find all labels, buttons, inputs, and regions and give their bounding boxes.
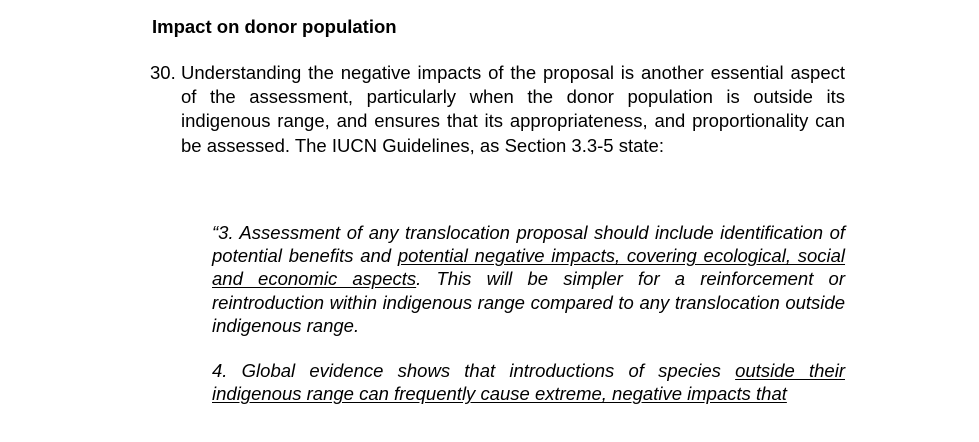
quote-item-3-lead: “3. Assessment of any translocation proposal should include identification of potential benefits and	[212, 222, 845, 267]
quote-item-4-underlined: outside their indigenous range can frequently cause extreme, negative impacts that	[212, 360, 845, 405]
quote-item-3-tail: . This will be simpler for a reinforcement or reintroduction within indigenous range compared to any translocation outside indigenous range.	[212, 268, 845, 336]
quote-item-4-lead: 4. Global evidence shows that introductions of species	[212, 360, 736, 381]
quote-item-3-underlined: potential negative impacts, covering ecological, social and economic aspects	[212, 245, 846, 290]
quote-item-4	[212, 359, 845, 405]
section-heading: Impact on donor population	[152, 16, 397, 37]
quote-item-3	[212, 221, 845, 337]
numbered-paragraph	[150, 61, 845, 158]
paragraph-number: 30.	[150, 62, 176, 83]
paragraph-text: Understanding the negative impacts of the proposal is another essential aspect of the assessment, particularly when the donor population is outside its indigenous range, and ensures that its appropriateness, and proportionality can be assessed. The IUCN Guidelines, as Section 3.3-5 state:	[181, 62, 845, 156]
